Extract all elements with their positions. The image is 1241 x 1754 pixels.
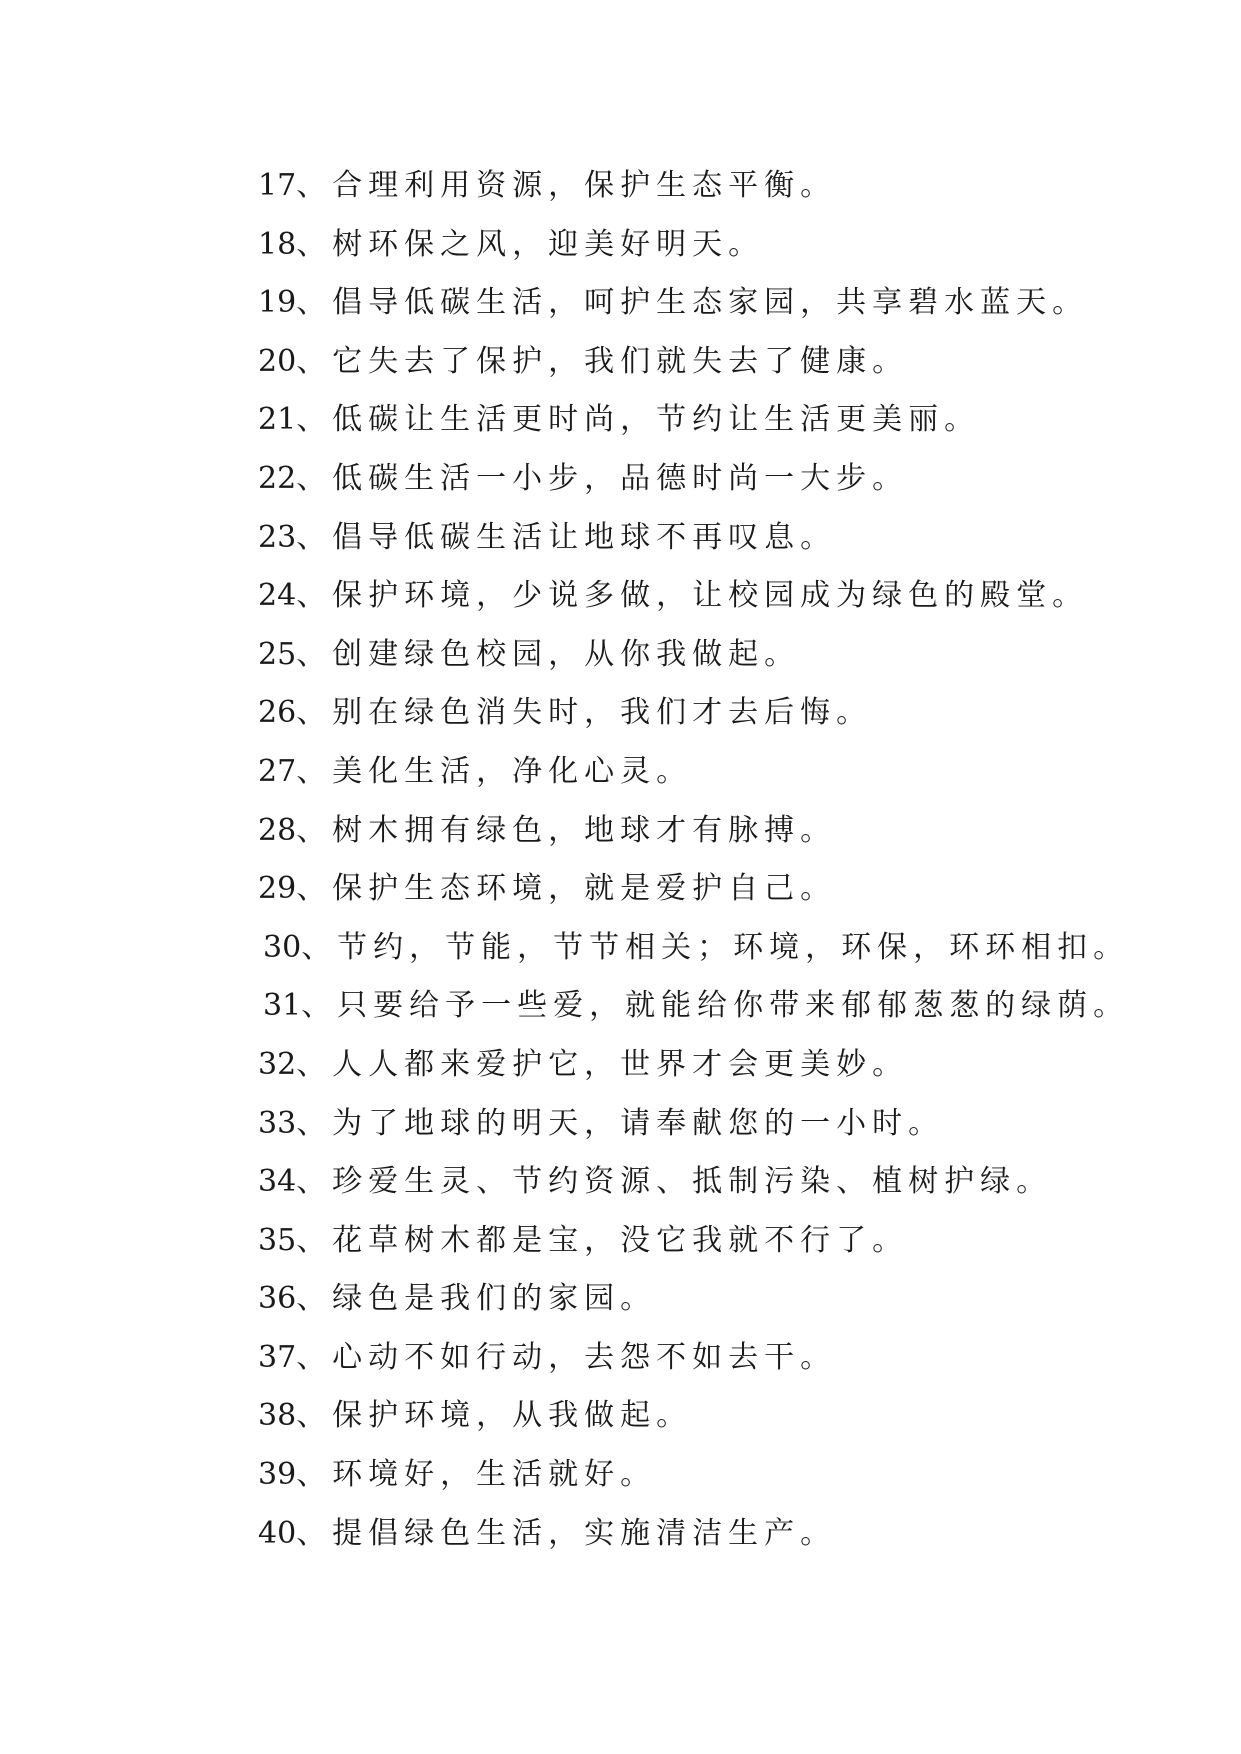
slogan-number: 20 xyxy=(258,343,297,379)
slogan-number: 29 xyxy=(258,871,297,907)
slogan-text: 、创建绿色校园，从你我做起。 xyxy=(296,636,801,672)
slogan-text: 、倡导低碳生活，呵护生态家园，共享碧水蓝天。 xyxy=(296,285,1089,321)
slogan-number: 24 xyxy=(258,578,297,614)
slogan-number: 26 xyxy=(258,695,297,731)
slogan-item xyxy=(258,450,1129,509)
slogan-number: 25 xyxy=(258,636,297,672)
slogan-item xyxy=(258,977,1129,1036)
slogan-text: 、它失去了保护，我们就失去了健康。 xyxy=(296,343,909,379)
slogan-text: 、提倡绿色生活，实施清洁生产。 xyxy=(296,1515,837,1551)
slogan-item xyxy=(258,919,1129,978)
slogan-item xyxy=(258,391,1129,450)
slogan-text: 、只要给予一些爱，就能给你带来郁郁葱葱的绿荫。 xyxy=(301,988,1130,1024)
slogan-text: 、保护环境，少说多做，让校园成为绿色的殿堂。 xyxy=(296,578,1089,614)
slogan-item xyxy=(258,1153,1129,1212)
slogan-text: 、人人都来爱护它，世界才会更美妙。 xyxy=(296,1046,909,1082)
slogan-text: 、合理利用资源，保护生态平衡。 xyxy=(296,168,837,203)
slogan-item xyxy=(258,333,1129,392)
slogan-number: 38 xyxy=(258,1398,297,1434)
slogan-number: 33 xyxy=(258,1105,297,1141)
slogan-item xyxy=(258,509,1129,568)
slogan-number: 35 xyxy=(258,1222,297,1258)
slogan-number: 17 xyxy=(258,168,297,203)
slogan-item xyxy=(258,860,1129,919)
slogan-text: 、节约，节能，节节相关；环境，环保，环环相扣。 xyxy=(301,929,1130,965)
slogan-item xyxy=(258,1505,1129,1564)
slogan-item xyxy=(258,157,1129,216)
slogan-number: 23 xyxy=(258,519,297,555)
slogan-item xyxy=(258,1270,1129,1329)
slogan-number: 18 xyxy=(258,226,297,262)
slogan-number: 39 xyxy=(258,1457,297,1493)
slogan-text: 、花草树木都是宝，没它我就不行了。 xyxy=(296,1222,909,1258)
slogan-item xyxy=(258,274,1129,333)
slogan-number: 27 xyxy=(258,753,297,789)
slogan-number: 19 xyxy=(258,285,297,321)
slogan-item xyxy=(258,567,1129,626)
slogan-number: 30 xyxy=(263,929,302,965)
slogan-text: 、倡导低碳生活让地球不再叹息。 xyxy=(296,519,837,555)
slogan-number: 21 xyxy=(258,402,297,438)
slogan-text: 、环境好，生活就好。 xyxy=(296,1457,657,1493)
slogan-text: 、保护生态环境，就是爱护自己。 xyxy=(296,871,837,907)
slogan-item xyxy=(258,743,1129,802)
slogan-item xyxy=(258,1387,1129,1446)
slogan-item xyxy=(258,1212,1129,1271)
slogan-text: 、保护环境，从我做起。 xyxy=(296,1398,693,1434)
slogan-number: 40 xyxy=(258,1515,297,1551)
slogan-text: 、低碳让生活更时尚，节约让生活更美丽。 xyxy=(296,402,981,438)
slogan-text: 、低碳生活一小步，品德时尚一大步。 xyxy=(296,460,909,496)
slogan-item xyxy=(258,802,1129,861)
slogan-item xyxy=(258,684,1129,743)
slogan-number: 36 xyxy=(258,1281,297,1317)
slogan-item xyxy=(258,1329,1129,1388)
slogan-number: 31 xyxy=(263,988,302,1024)
slogan-list xyxy=(258,157,1129,1563)
slogan-number: 32 xyxy=(258,1046,297,1082)
slogan-item xyxy=(258,1446,1129,1505)
slogan-item xyxy=(258,626,1129,685)
slogan-text: 、绿色是我们的家园。 xyxy=(296,1281,657,1317)
slogan-number: 34 xyxy=(258,1164,297,1200)
slogan-text: 、树环保之风，迎美好明天。 xyxy=(296,226,765,262)
slogan-text: 、心动不如行动，去怨不如去干。 xyxy=(296,1339,837,1375)
slogan-text: 、珍爱生灵、节约资源、抵制污染、植树护绿。 xyxy=(296,1164,1053,1200)
slogan-text: 、树木拥有绿色，地球才有脉搏。 xyxy=(296,812,837,848)
slogan-text: 、别在绿色消失时，我们才去后悔。 xyxy=(296,695,873,731)
slogan-text: 、美化生活，净化心灵。 xyxy=(296,753,693,789)
slogan-item xyxy=(258,216,1129,275)
slogan-item xyxy=(258,1036,1129,1095)
slogan-item xyxy=(258,1095,1129,1154)
slogan-number: 28 xyxy=(258,812,297,848)
slogan-text: 、为了地球的明天，请奉献您的一小时。 xyxy=(296,1105,945,1141)
slogan-number: 37 xyxy=(258,1339,297,1375)
slogan-number: 22 xyxy=(258,460,297,496)
